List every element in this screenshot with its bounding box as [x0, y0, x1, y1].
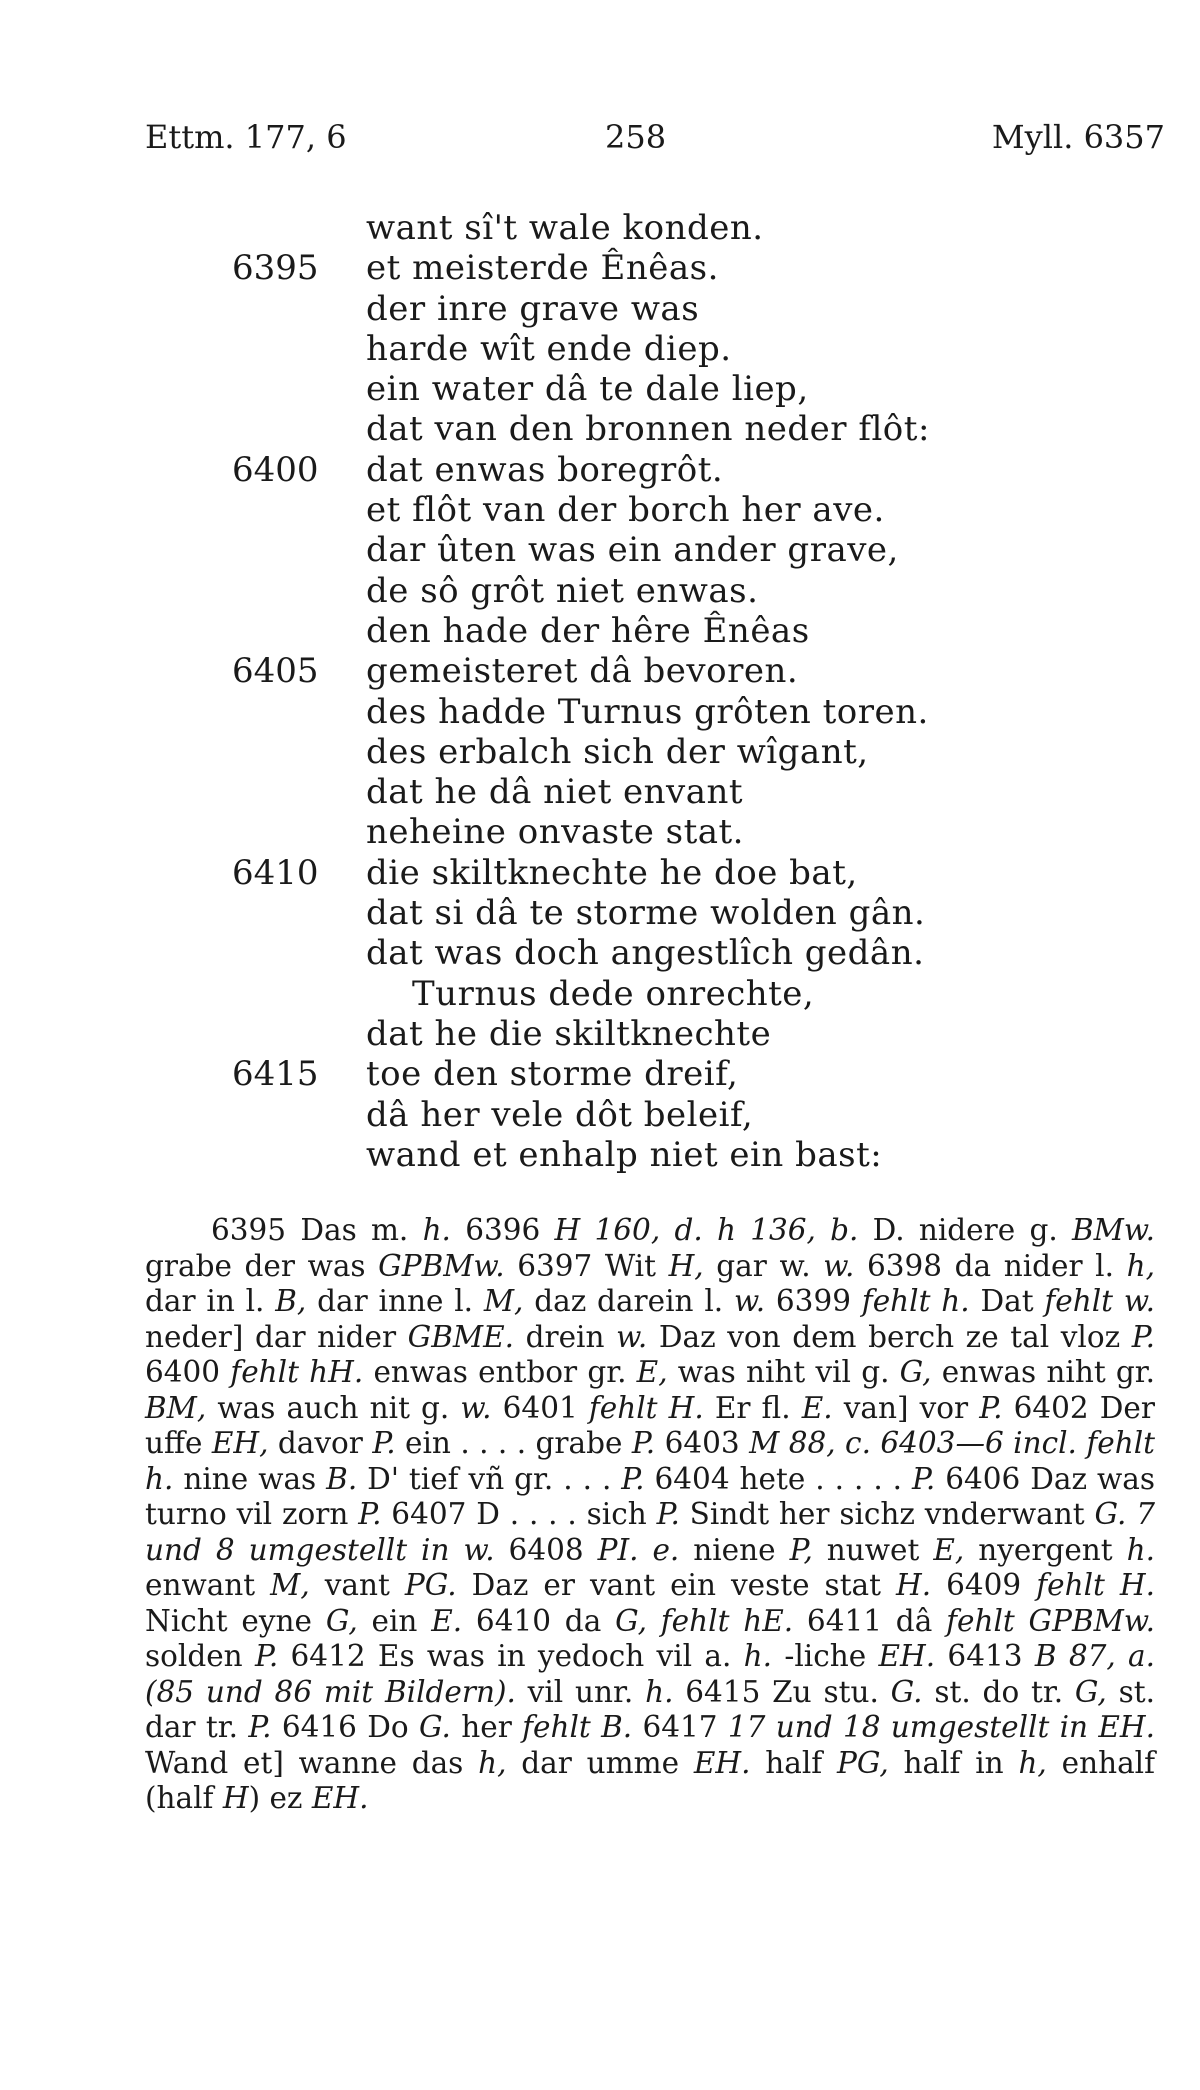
verse-line: [0, 1054, 1200, 1094]
verse-text-line: dat was doch angestlîch gedân.: [366, 933, 925, 974]
verse-line: [0, 289, 1200, 329]
apparatus-siglum: G.: [419, 1710, 451, 1744]
apparatus-text: enwas niht gr.: [931, 1355, 1156, 1389]
apparatus-siglum: EH.: [693, 1745, 751, 1780]
apparatus-text: Wand et] wanne das: [145, 1745, 479, 1780]
verse-line: [0, 1014, 1200, 1054]
apparatus-text: Nicht eyne: [145, 1603, 326, 1638]
apparatus-text: 6401: [491, 1390, 589, 1425]
apparatus-text: daz darein l.: [523, 1284, 734, 1318]
apparatus-siglum: fehlt GPBMw.: [946, 1603, 1155, 1638]
apparatus-siglum: P,: [789, 1532, 813, 1567]
apparatus-text: -liche: [772, 1639, 879, 1673]
verse-line: [0, 974, 1200, 1014]
apparatus-siglum: h.: [645, 1674, 674, 1709]
apparatus-siglum: G.: [1094, 1497, 1127, 1531]
apparatus-text: 6417: [632, 1710, 728, 1744]
apparatus-siglum: B,: [275, 1284, 307, 1318]
verse-text-line: die skiltknechte he doe bat,: [366, 852, 858, 893]
apparatus-text: 6409: [931, 1568, 1037, 1602]
apparatus-siglum: M,: [483, 1284, 524, 1318]
apparatus-text: niene: [679, 1532, 790, 1567]
verse-text-line: gemeisteret dâ bevoren.: [366, 651, 799, 692]
apparatus-siglum: GPBMw.: [378, 1248, 505, 1283]
apparatus-text: nine was: [173, 1461, 327, 1496]
verse-text-line: et meisterde Ênêas.: [366, 248, 719, 289]
apparatus-text: her: [450, 1710, 523, 1744]
verse-line: [0, 1095, 1200, 1135]
header-left-reference: Ettm. 177, 6: [145, 118, 347, 156]
apparatus-text: 6398 da nider l.: [854, 1248, 1127, 1283]
apparatus-text: solden: [145, 1639, 255, 1673]
verse-number: 6410: [232, 852, 319, 893]
apparatus-siglum: h,: [1126, 1248, 1155, 1283]
apparatus-text: half in: [888, 1745, 1019, 1780]
verse-line: [0, 409, 1200, 449]
verse-number: 6405: [232, 651, 319, 692]
apparatus-siglum: P.: [631, 1426, 656, 1460]
apparatus-text: ) ez: [248, 1781, 312, 1815]
apparatus-siglum: h,: [1018, 1745, 1047, 1780]
verse-text-line: neheine onvaste stat.: [366, 812, 744, 853]
apparatus-siglum: H 160, d. h 136, b.: [554, 1213, 859, 1247]
verse-text-line: dat van den bronnen neder flôt:: [366, 409, 930, 450]
apparatus-text: 6404 hete . . . . .: [644, 1461, 913, 1496]
verse-text-line: want sî't wale konden.: [366, 208, 764, 248]
apparatus-siglum: w.: [616, 1319, 648, 1354]
header-right-reference: Myll. 6357: [991, 118, 1165, 156]
apparatus-siglum: E.: [801, 1390, 833, 1425]
apparatus-siglum: 7 und 8 umgestellt in w.: [145, 1497, 1155, 1567]
verse-text-line: Turnus dede onrechte,: [412, 973, 815, 1014]
apparatus-siglum: P.: [979, 1390, 1003, 1425]
apparatus-siglum: B.: [326, 1461, 358, 1496]
page-header: [145, 118, 1165, 158]
apparatus-text: D. nidere g.: [858, 1213, 1072, 1247]
apparatus-text: 6400: [145, 1355, 231, 1389]
apparatus-text: 6413: [935, 1639, 1035, 1673]
apparatus-text: nyergent: [964, 1532, 1127, 1567]
apparatus-siglum: w.: [733, 1284, 766, 1318]
verse-text-line: et flôt van der borch her ave.: [366, 490, 885, 531]
apparatus-text: neder] dar nider: [145, 1319, 408, 1354]
apparatus-text: 6397 Wit: [504, 1248, 669, 1283]
apparatus-text: gar w.: [703, 1248, 824, 1283]
apparatus-siglum: BMw.: [1071, 1213, 1155, 1247]
verse-number: 6415: [232, 1054, 319, 1095]
apparatus-text: vant: [309, 1568, 405, 1602]
apparatus-siglum: GBME.: [407, 1319, 515, 1354]
apparatus-text: 6395 Das m.: [211, 1213, 423, 1247]
apparatus-text: 6406 Daz was turno vil zorn: [145, 1461, 1155, 1531]
apparatus-siglum: M 88, c. 6403—6 incl. fehlt h.: [145, 1426, 1155, 1496]
apparatus-siglum: fehlt B.: [522, 1710, 633, 1744]
apparatus-siglum: h.: [1126, 1532, 1155, 1567]
apparatus-siglum: fehlt hH.: [230, 1355, 364, 1389]
verse-line: [0, 893, 1200, 933]
apparatus-siglum: G,: [1074, 1674, 1107, 1709]
apparatus-siglum: P.: [248, 1710, 272, 1744]
apparatus-text: 6408: [494, 1532, 598, 1567]
apparatus-text: 6412 Es was in yedoch vil a.: [278, 1639, 744, 1673]
apparatus-text: st. do tr.: [922, 1674, 1075, 1709]
apparatus-siglum: EH.: [878, 1639, 936, 1673]
apparatus-text: dar in l.: [145, 1284, 276, 1318]
apparatus-siglum: M,: [270, 1568, 310, 1602]
verse-line: [0, 651, 1200, 691]
apparatus-text: [1126, 1497, 1136, 1531]
verse-line: [0, 812, 1200, 852]
verse-line: [0, 530, 1200, 570]
apparatus-text: was niht vil g.: [667, 1355, 900, 1389]
apparatus-siglum: h.: [743, 1639, 773, 1673]
apparatus-siglum: H.: [896, 1568, 932, 1602]
apparatus-text: 6403: [655, 1426, 750, 1460]
verse-text-line: dar ûten was ein ander grave,: [366, 530, 899, 571]
apparatus-siglum: H: [222, 1781, 249, 1815]
apparatus-text: D' tief vñ gr. . . .: [357, 1461, 622, 1496]
apparatus-siglum: fehlt H.: [1036, 1568, 1155, 1602]
apparatus-siglum: E,: [933, 1532, 965, 1567]
verse-line: [0, 450, 1200, 490]
apparatus-siglum: h.: [422, 1213, 451, 1247]
verse-line: [0, 369, 1200, 409]
apparatus-text: 6410 da: [462, 1603, 616, 1638]
apparatus-siglum: fehlt w.: [1044, 1284, 1155, 1318]
apparatus-siglum: P.: [372, 1426, 396, 1460]
apparatus-text: Daz er vant ein veste stat: [456, 1568, 897, 1602]
apparatus-text: 6396: [450, 1213, 555, 1247]
verse-text-line: des erbalch sich der wîgant,: [366, 731, 869, 772]
verse-number: 6400: [232, 449, 319, 490]
apparatus-text: enhalf (half: [145, 1745, 1156, 1815]
apparatus-text: 6415 Zu stu.: [673, 1674, 891, 1709]
apparatus-text: 6411 dâ: [793, 1603, 947, 1638]
apparatus-siglum: PI. e.: [597, 1532, 680, 1567]
apparatus-siglum: P.: [656, 1497, 680, 1531]
apparatus-siglum: G,: [325, 1603, 358, 1638]
apparatus-text: 6416 Do: [271, 1710, 420, 1744]
verse-text-line: des hadde Turnus grôten toren.: [366, 691, 929, 732]
apparatus-text: enwant: [145, 1568, 271, 1602]
apparatus-text: ein: [357, 1603, 432, 1638]
apparatus-siglum: w.: [823, 1248, 855, 1283]
verse-line: [0, 329, 1200, 369]
verse-text-line: dat he dâ niet envant: [366, 772, 744, 813]
apparatus-text: davor: [268, 1426, 373, 1460]
apparatus-siglum: P.: [254, 1639, 279, 1673]
verse-line: [0, 248, 1200, 288]
apparatus-siglum: P.: [1131, 1319, 1155, 1354]
verse-text-line: dat si dâ te storme wolden gân.: [366, 893, 926, 934]
verse-text-line: de sô grôt niet enwas.: [366, 570, 759, 611]
apparatus-text: dar umme: [506, 1745, 694, 1780]
apparatus-text: Er fl.: [703, 1390, 802, 1425]
verse-text-line: harde wît ende diep.: [366, 328, 732, 369]
apparatus-siglum: G, fehlt hE.: [615, 1603, 794, 1638]
apparatus-text: 6402 Der uffe: [145, 1390, 1155, 1460]
verse-text-line: wand et enhalp niet ein bast:: [366, 1134, 883, 1175]
apparatus-text: was auch nit g.: [206, 1390, 461, 1425]
apparatus-siglum: EH,: [211, 1426, 269, 1460]
apparatus-text: drein: [514, 1319, 617, 1354]
verse-text-line: dat he die skiltknechte: [366, 1013, 772, 1054]
apparatus-text: 6407 D . . . . sich: [381, 1497, 657, 1531]
apparatus-siglum: E,: [636, 1355, 668, 1389]
verse-line: [0, 853, 1200, 893]
apparatus-siglum: fehlt H.: [588, 1390, 704, 1425]
verse-line: [0, 571, 1200, 611]
apparatus-siglum: B 87, a. (85 und 86 mit Bildern).: [145, 1639, 1156, 1709]
apparatus-siglum: h,: [478, 1745, 507, 1780]
verse-text-line: toe den storme dreif,: [366, 1054, 739, 1095]
verse-line: [0, 490, 1200, 530]
apparatus-siglum: P.: [358, 1497, 382, 1531]
verse-line: [0, 692, 1200, 732]
verse-line: [0, 1135, 1200, 1175]
verse-text-line: dâ her vele dôt beleif,: [366, 1094, 754, 1135]
page-number: 258: [605, 118, 667, 156]
apparatus-siglum: w.: [460, 1390, 492, 1425]
verse-line: [0, 208, 1200, 248]
verse-text-line: ein water dâ te dale liep,: [366, 369, 809, 410]
apparatus-text: van] vor: [832, 1390, 980, 1425]
verse-text-line: dat enwas boregrôt.: [366, 449, 724, 490]
apparatus-siglum: H,: [668, 1248, 704, 1283]
apparatus-siglum: BM,: [145, 1390, 207, 1425]
apparatus-siglum: E.: [431, 1603, 463, 1638]
verse-line: [0, 611, 1200, 651]
verse-number: 6395: [232, 248, 319, 289]
apparatus-siglum: G,: [899, 1355, 932, 1389]
apparatus-text: 6399: [765, 1284, 862, 1318]
apparatus-text: vil unr.: [515, 1674, 646, 1709]
verse-text: [0, 208, 1200, 1175]
apparatus-text: Daz von dem berch ze tal vloz: [647, 1319, 1132, 1354]
apparatus-siglum: P.: [912, 1461, 936, 1496]
apparatus-siglum: P.: [621, 1461, 645, 1496]
verse-line: [0, 933, 1200, 973]
apparatus-text: grabe der was: [145, 1248, 379, 1283]
apparatus-text: dar inne l.: [306, 1284, 484, 1318]
apparatus-siglum: EH.: [311, 1781, 369, 1815]
apparatus-text: nuwet: [812, 1532, 934, 1567]
apparatus-siglum: PG,: [836, 1745, 889, 1780]
apparatus-siglum: G.: [890, 1674, 923, 1709]
apparatus-siglum: PG.: [404, 1568, 457, 1602]
apparatus-text: half: [750, 1745, 837, 1780]
apparatus-text: ein . . . . grabe: [395, 1426, 632, 1460]
apparatus-text: Dat: [969, 1284, 1045, 1318]
apparatus-text: st. dar tr.: [145, 1674, 1156, 1744]
apparatus-text: Sindt her sichz vnderwant: [679, 1497, 1095, 1531]
verse-line: [0, 732, 1200, 772]
verse-line: [0, 772, 1200, 812]
critical-apparatus: [145, 1213, 1155, 1817]
apparatus-text: enwas entbor gr.: [363, 1355, 637, 1389]
verse-text-line: den hade der hêre Ênêas: [366, 610, 810, 651]
verse-text-line: der inre grave was: [366, 288, 700, 329]
apparatus-siglum: fehlt h.: [861, 1284, 970, 1318]
apparatus-siglum: 17 und 18 umgestellt in EH.: [727, 1710, 1155, 1744]
